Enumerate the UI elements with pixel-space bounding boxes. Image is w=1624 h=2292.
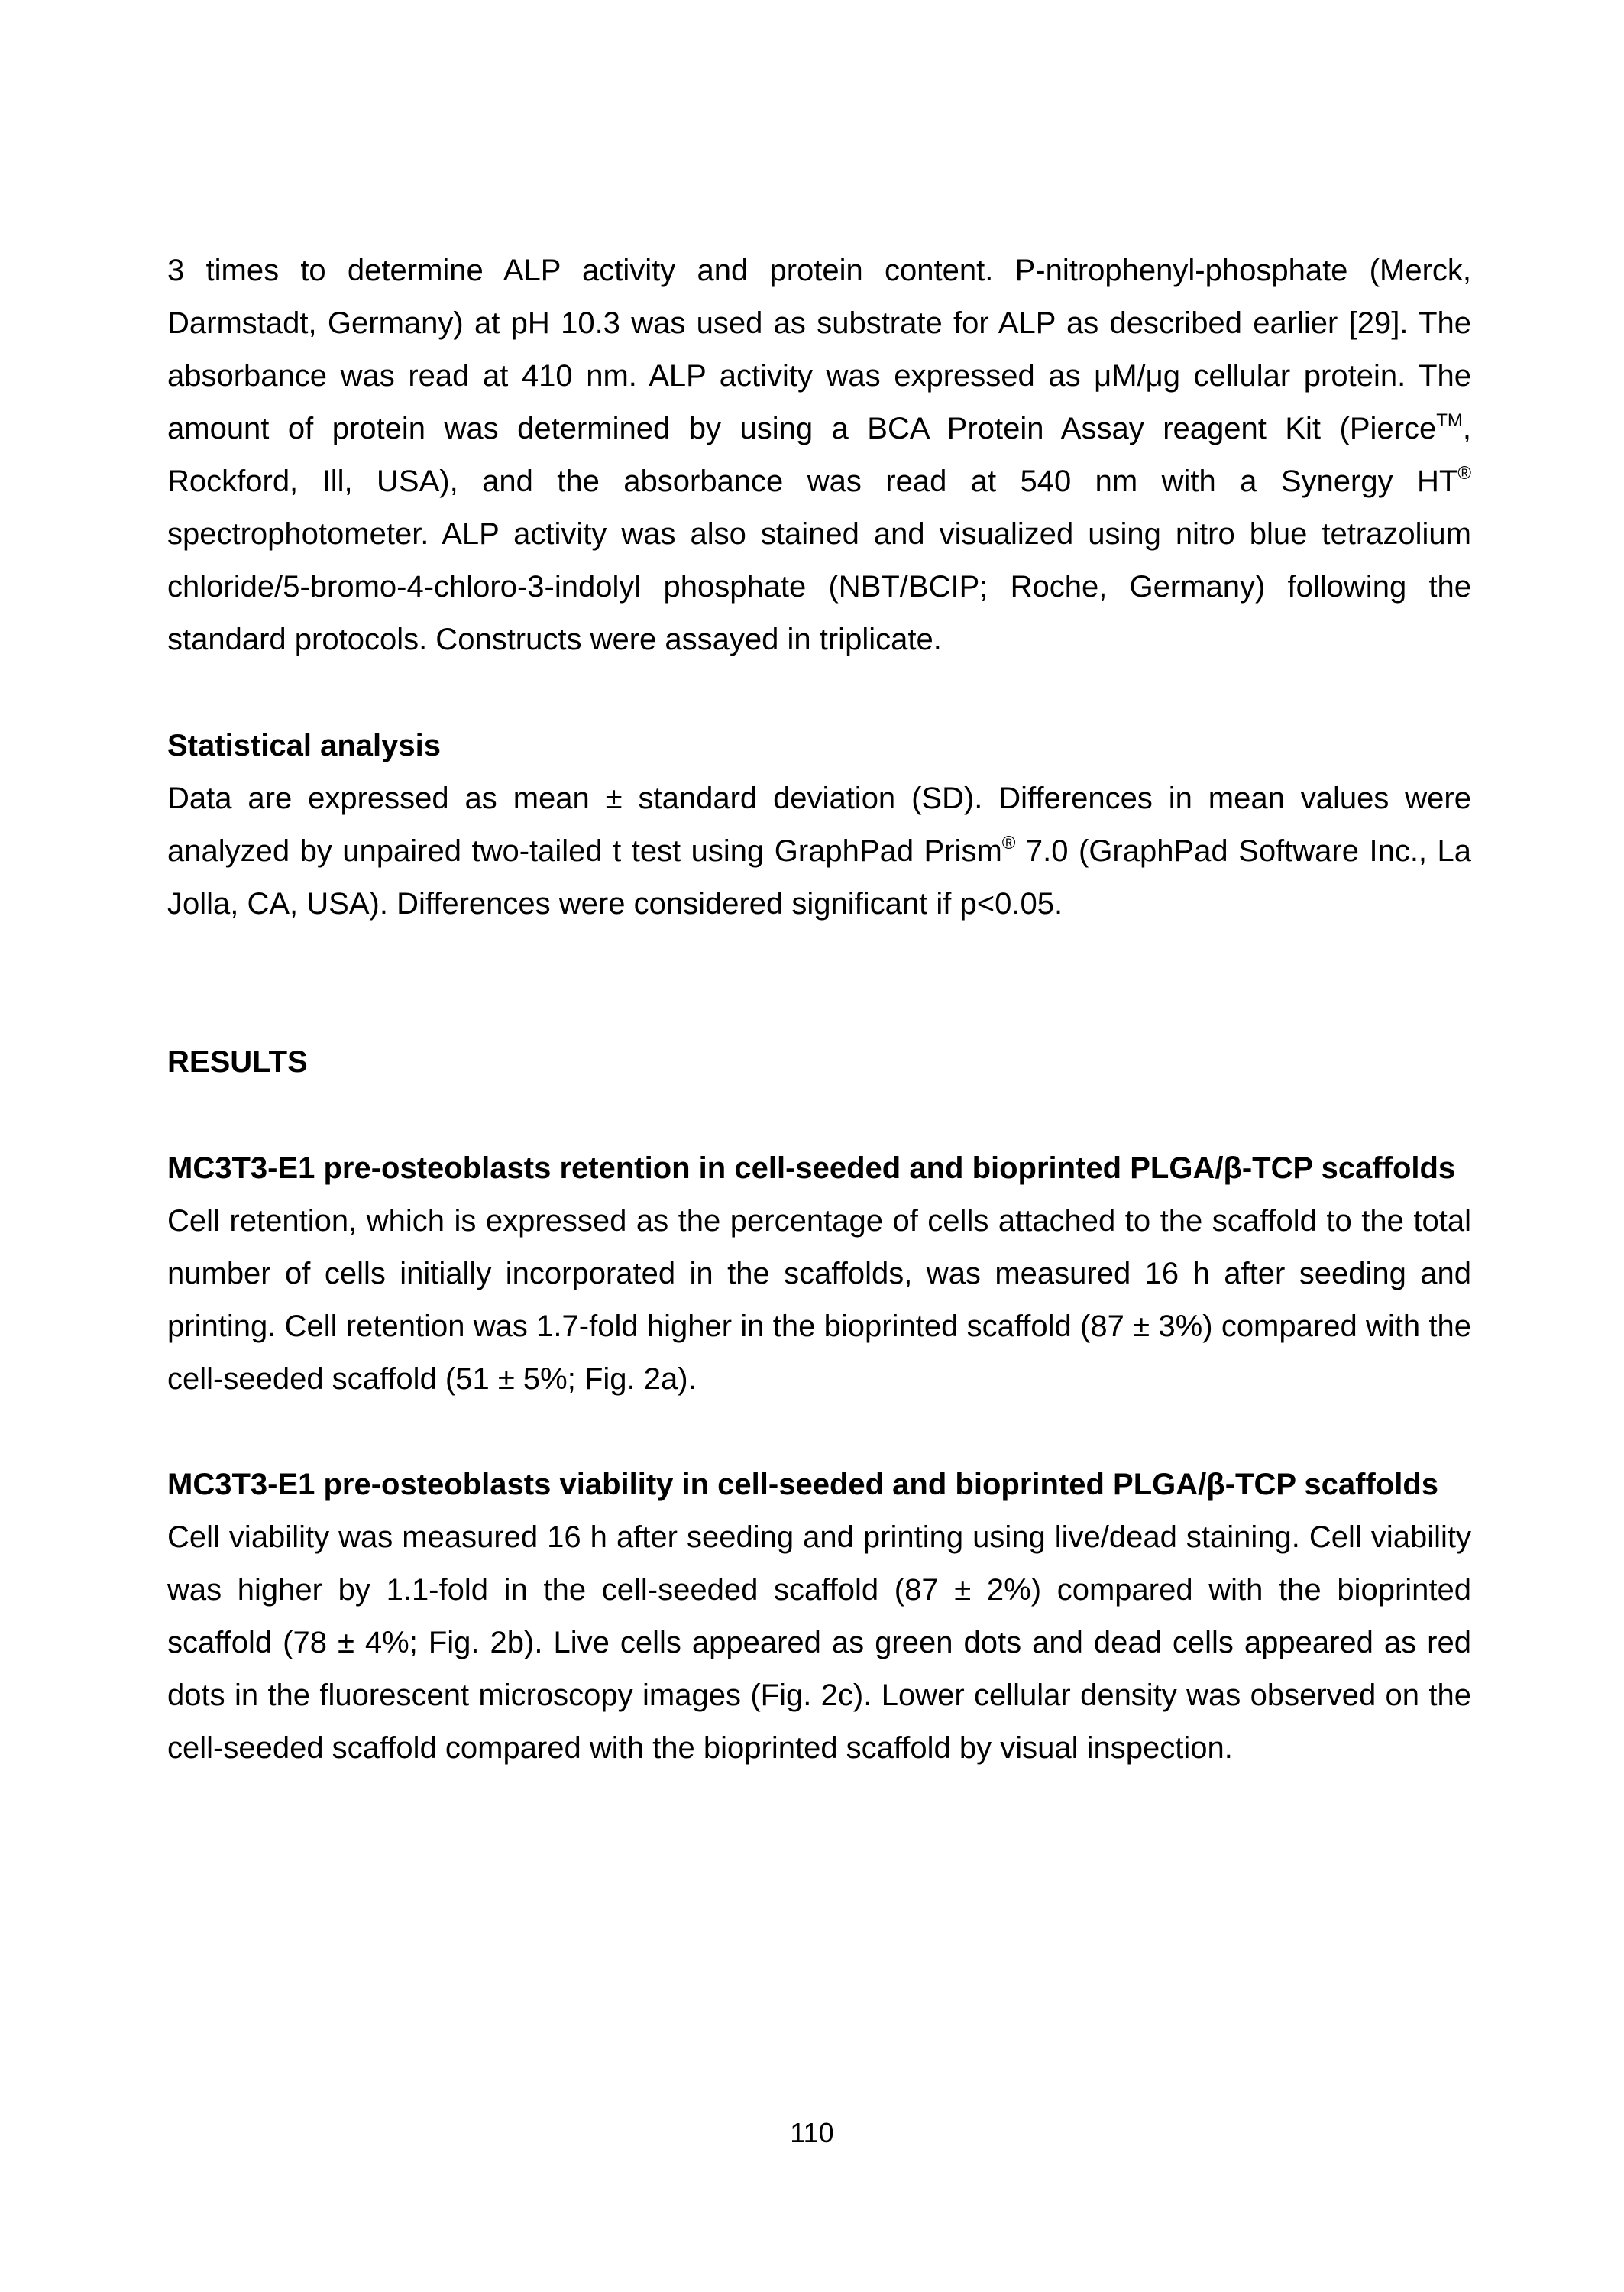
results-heading: RESULTS <box>167 1045 308 1079</box>
methods-continuation-paragraph <box>167 244 1471 666</box>
statistics-text-part2: 7.0 (GraphPad Software Inc., La Jolla, CA, USA). Differences were considered significant if p<0.05. <box>167 834 1472 921</box>
statistical-analysis-heading: Statistical analysis <box>167 729 441 762</box>
methods-text-part2: , Rockford, Ill, USA), and the absorbance was read at 540 nm with a Synergy HT <box>167 412 1471 498</box>
viability-paragraph: Cell viability was measured 16 h after seeding and printing using live/dead staining. Cell viability was higher by 1.1-fold in the cell-seeded scaffold (87 ± 2%) compared with the bioprinted scaffold (78 ± 4%; Fig. 2b). Live cells appeared as green dots and dead cells appeared as red dots in the fluorescent microscopy images (Fig. 2c). Lower cellular density was observed on the cell-seeded scaffold compared with the bioprinted scaffold by visual inspection. <box>167 1520 1471 1765</box>
trademark-superscript: TM <box>1436 410 1463 431</box>
statistical-analysis-paragraph <box>167 772 1471 931</box>
retention-paragraph: Cell retention, which is expressed as the percentage of cells attached to the scaffold to the total number of cells initially incorporated in the scaffolds, was measured 16 h after seeding and printing. Cell retention was 1.7-fold higher in the bioprinted scaffold (87 ± 3%) compared with the cell-seeded scaffold (51 ± 5%; Fig. 2a). <box>167 1204 1471 1396</box>
retention-subheading: MC3T3-E1 pre-osteoblasts retention in cell-seeded and bioprinted PLGA/β-TCP scaffolds <box>167 1151 1456 1185</box>
methods-text-part1: 3 times to determine ALP activity and protein content. P-nitrophenyl-phosphate (Merck, Darmstadt, Germany) at pH 10.3 was used as substrate for ALP as described earlier [29]. The absorbance was read at 410 nm. ALP activity was expressed as μM/μg cellular protein. The amount of protein was determined by using a BCA Protein Assay reagent Kit (Pierce <box>167 254 1471 445</box>
registered-superscript: ® <box>1457 463 1471 484</box>
statistics-text-part1: Data are expressed as mean ± standard deviation (SD). Differences in mean values were analyzed by unpaired two-tailed t test using GraphPad Prism <box>167 782 1471 868</box>
methods-text-part3: spectrophotometer. ALP activity was also stained and visualized using nitro blue tetrazolium chloride/5-bromo-4-chloro-3-indolyl phosphate (NBT/BCIP; Roche, Germany) following the standard protocols. Constructs were assayed in triplicate. <box>167 517 1471 656</box>
registered-superscript: ® <box>1001 833 1016 853</box>
page-number: 110 <box>790 2117 834 2148</box>
viability-subheading: MC3T3-E1 pre-osteoblasts viability in cell-seeded and bioprinted PLGA/β-TCP scaffolds <box>167 1468 1439 1501</box>
